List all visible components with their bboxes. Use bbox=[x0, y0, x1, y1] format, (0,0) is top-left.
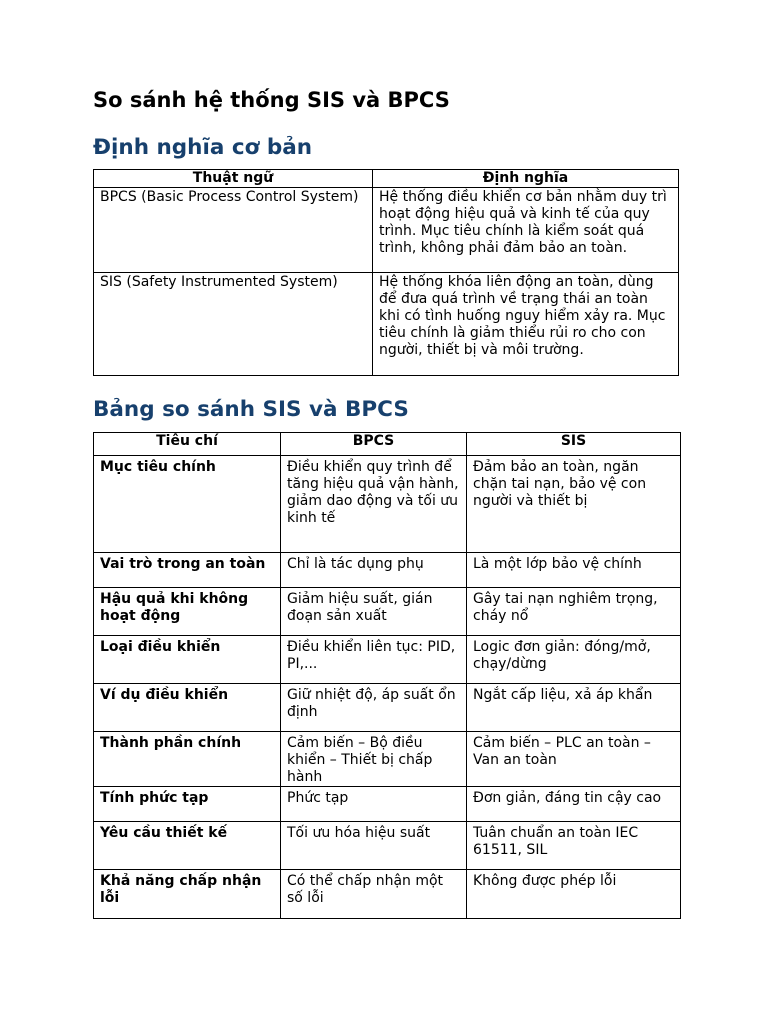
bpcs-cell: Chỉ là tác dụng phụ bbox=[281, 553, 467, 588]
sis-cell: Cảm biến – PLC an toàn – Van an toàn bbox=[467, 732, 681, 787]
sis-cell: Đảm bảo an toàn, ngăn chặn tai nạn, bảo vệ con người và thiết bị bbox=[467, 456, 681, 553]
bpcs-cell: Có thể chấp nhận một số lỗi bbox=[281, 870, 467, 919]
definition-heading: Định nghĩa cơ bản bbox=[93, 135, 313, 160]
comparison-row bbox=[94, 553, 681, 588]
definition-header-term: Thuật ngữ bbox=[94, 170, 373, 188]
sis-cell: Ngắt cấp liệu, xả áp khẩn bbox=[467, 684, 681, 732]
criterion-cell: Ví dụ điều khiển bbox=[94, 684, 281, 732]
bpcs-cell: Tối ưu hóa hiệu suất bbox=[281, 822, 467, 870]
bpcs-cell: Phức tạp bbox=[281, 787, 467, 822]
comparison-table bbox=[93, 432, 681, 919]
bpcs-cell: Cảm biến – Bộ điều khiển – Thiết bị chấp hành bbox=[281, 732, 467, 787]
criterion-cell: Thành phần chính bbox=[94, 732, 281, 787]
term-cell: BPCS (Basic Process Control System) bbox=[94, 188, 373, 273]
sis-cell: Đơn giản, đáng tin cậy cao bbox=[467, 787, 681, 822]
criterion-cell: Tính phức tạp bbox=[94, 787, 281, 822]
definition-header-row bbox=[94, 170, 679, 188]
bpcs-cell: Điều khiển liên tục: PID, PI,... bbox=[281, 636, 467, 684]
term-cell: SIS (Safety Instrumented System) bbox=[94, 273, 373, 376]
comparison-row bbox=[94, 732, 681, 787]
sis-cell: Gây tai nạn nghiêm trọng, cháy nổ bbox=[467, 588, 681, 636]
comparison-header-row bbox=[94, 433, 681, 456]
definition-cell: Hệ thống khóa liên động an toàn, dùng để đưa quá trình về trạng thái an toàn khi có tình huống nguy hiểm xảy ra. Mục tiêu chính là giảm thiểu rủi ro cho con người, thiết bị và môi trường. bbox=[373, 273, 679, 376]
document-title: So sánh hệ thống SIS và BPCS bbox=[93, 88, 450, 112]
comparison-heading: Bảng so sánh SIS và BPCS bbox=[93, 397, 409, 422]
comparison-row bbox=[94, 588, 681, 636]
bpcs-cell: Điều khiển quy trình để tăng hiệu quả vận hành, giảm dao động và tối ưu kinh tế bbox=[281, 456, 467, 553]
definition-row-bpcs bbox=[94, 188, 679, 273]
criterion-cell: Hậu quả khi không hoạt động bbox=[94, 588, 281, 636]
bpcs-cell: Giữ nhiệt độ, áp suất ổn định bbox=[281, 684, 467, 732]
definition-cell: Hệ thống điều khiển cơ bản nhằm duy trì hoạt động hiệu quả và kinh tế của quy trình. Mục tiêu chính là kiểm soát quá trình, không phải đảm bảo an toàn. bbox=[373, 188, 679, 273]
sis-cell: Logic đơn giản: đóng/mở, chạy/dừng bbox=[467, 636, 681, 684]
criterion-cell: Yêu cầu thiết kế bbox=[94, 822, 281, 870]
comparison-row bbox=[94, 684, 681, 732]
criterion-cell: Khả năng chấp nhận lỗi bbox=[94, 870, 281, 919]
comparison-row bbox=[94, 636, 681, 684]
sis-cell: Tuân chuẩn an toàn IEC 61511, SIL bbox=[467, 822, 681, 870]
definition-header-definition: Định nghĩa bbox=[373, 170, 679, 188]
definition-table bbox=[93, 169, 679, 376]
header-bpcs: BPCS bbox=[281, 433, 467, 456]
sis-cell: Là một lớp bảo vệ chính bbox=[467, 553, 681, 588]
comparison-row bbox=[94, 787, 681, 822]
criterion-cell: Vai trò trong an toàn bbox=[94, 553, 281, 588]
sis-cell: Không được phép lỗi bbox=[467, 870, 681, 919]
header-criterion: Tiêu chí bbox=[94, 433, 281, 456]
criterion-cell: Loại điều khiển bbox=[94, 636, 281, 684]
header-sis: SIS bbox=[467, 433, 681, 456]
criterion-cell: Mục tiêu chính bbox=[94, 456, 281, 553]
definition-row-sis bbox=[94, 273, 679, 376]
comparison-row bbox=[94, 822, 681, 870]
comparison-row bbox=[94, 456, 681, 553]
comparison-row bbox=[94, 870, 681, 919]
bpcs-cell: Giảm hiệu suất, gián đoạn sản xuất bbox=[281, 588, 467, 636]
